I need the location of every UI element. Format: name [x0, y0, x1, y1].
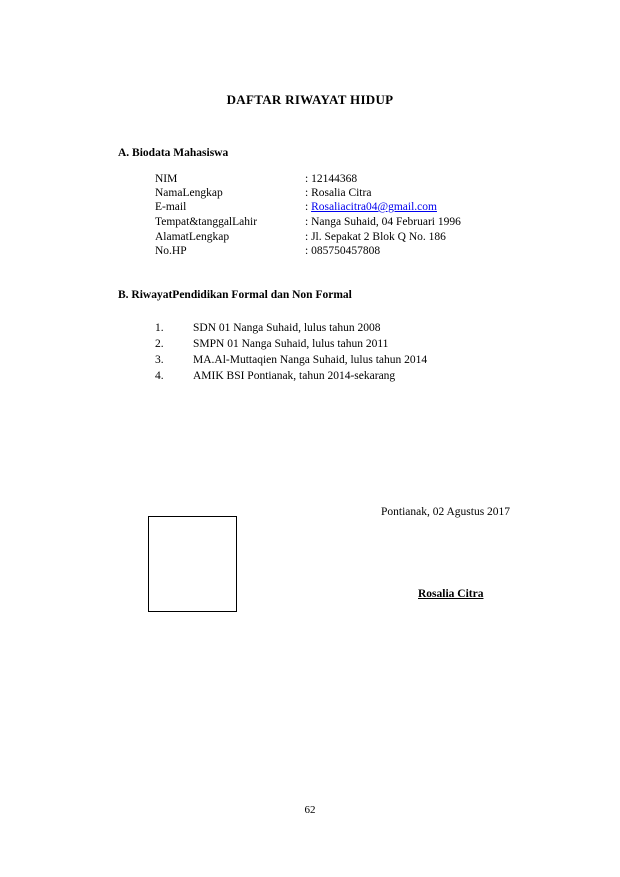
biodata-value: : Jl. Sepakat 2 Blok Q No. 186	[305, 231, 446, 243]
education-heading: B. RiwayatPendidikan Formal dan Non Formal	[118, 289, 352, 301]
biodata-value: : 12144368	[305, 173, 358, 185]
list-item-text: MA.Al-Muttaqien Nanga Suhaid, lulus tahun 2014	[193, 354, 428, 366]
email-prefix: :	[305, 201, 312, 213]
biodata-row-ttl	[155, 215, 515, 230]
signature-place-date: Pontianak, 02 Agustus 2017	[381, 506, 511, 518]
biodata-row-nim	[155, 172, 515, 187]
biodata-row-nama	[155, 186, 515, 201]
list-item	[155, 368, 495, 384]
list-item-text: SMPN 01 Nanga Suhaid, lulus tahun 2011	[193, 338, 389, 350]
biodata-row-email	[155, 200, 515, 215]
email-link[interactable]: Rosaliacitra04@gmail.com	[311, 201, 437, 213]
biodata-value	[305, 200, 437, 215]
biodata-value: : 085750457808	[305, 245, 381, 257]
biodata-label: E-mail	[155, 201, 187, 213]
biodata-row-hp	[155, 244, 515, 259]
list-item	[155, 336, 495, 352]
list-item-number: 1.	[155, 322, 164, 334]
list-item-number: 3.	[155, 354, 164, 366]
biodata-heading: A. Biodata Mahasiswa	[118, 147, 229, 159]
list-item-text: AMIK BSI Pontianak, tahun 2014-sekarang	[193, 370, 396, 382]
biodata-value: : Nanga Suhaid, 04 Februari 1996	[305, 216, 461, 228]
biodata-label: No.HP	[155, 245, 187, 257]
biodata-label: AlamatLengkap	[155, 231, 230, 243]
photo-placeholder	[148, 516, 237, 612]
list-item	[155, 320, 495, 336]
signature-name: Rosalia Citra	[418, 588, 484, 600]
biodata-label: NamaLengkap	[155, 187, 223, 199]
biodata-value: : Rosalia Citra	[305, 187, 372, 199]
biodata-label: NIM	[155, 173, 178, 185]
list-item-text: SDN 01 Nanga Suhaid, lulus tahun 2008	[193, 322, 381, 334]
list-item-number: 4.	[155, 370, 164, 382]
list-item	[155, 352, 495, 368]
biodata-row-alamat	[155, 230, 515, 245]
document-title: DAFTAR RIWAYAT HIDUP	[226, 92, 394, 107]
biodata-label: Tempat&tanggalLahir	[155, 216, 258, 228]
list-item-number: 2.	[155, 338, 164, 350]
page-number: 62	[304, 804, 316, 816]
